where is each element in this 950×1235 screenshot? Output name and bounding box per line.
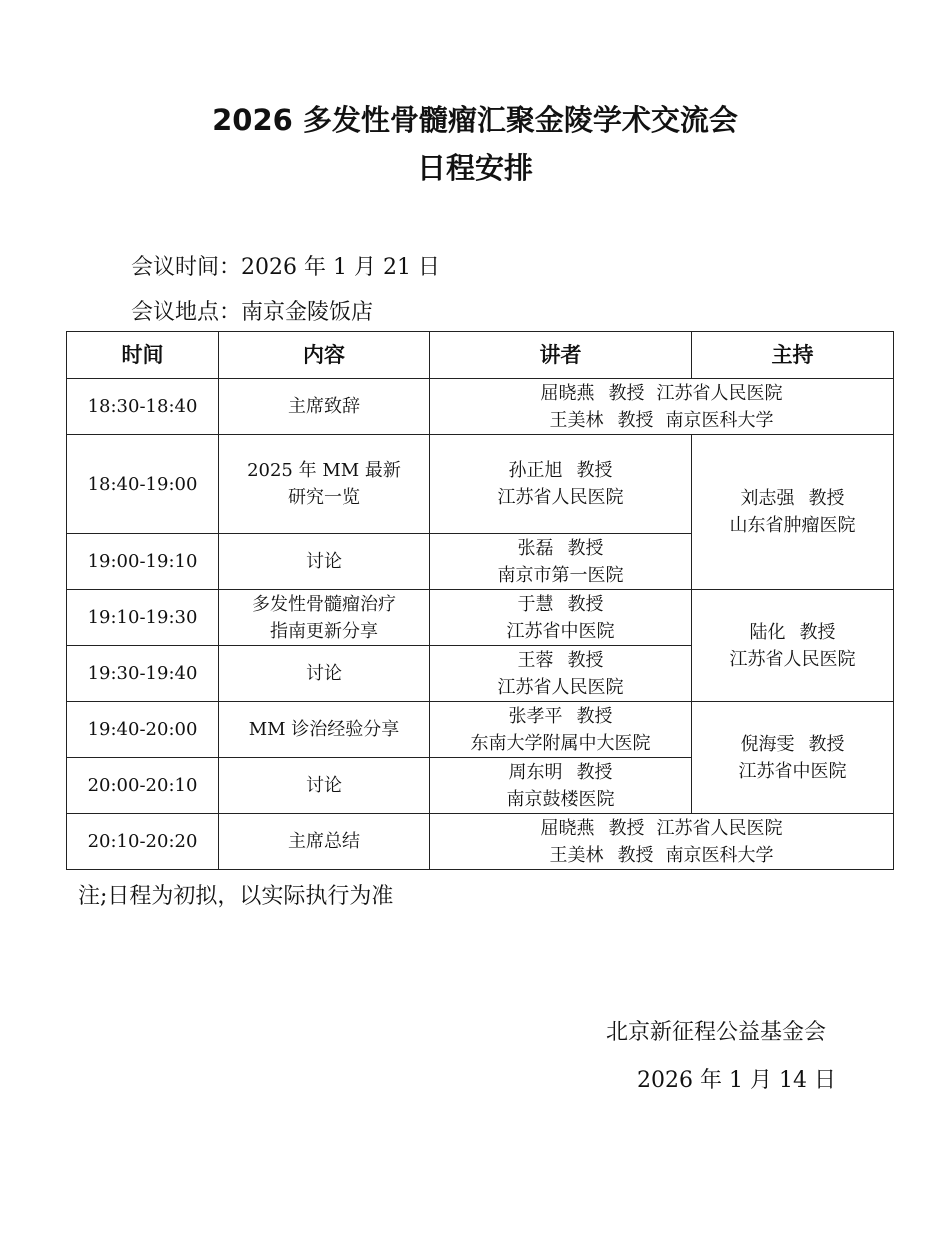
content-cell <box>219 702 430 758</box>
speaker-cell <box>430 379 894 435</box>
content-cell <box>219 814 430 870</box>
speaker-line: 王美林 教授 南京医科大学 <box>549 844 774 866</box>
speaker-org: 南京鼓楼医院 <box>506 788 615 810</box>
speaker-cell <box>430 646 692 702</box>
host-org: 江苏省人民医院 <box>729 648 856 670</box>
header-speaker: 讲者 <box>430 332 692 379</box>
time-cell: 18:40-19:00 <box>67 435 219 534</box>
document-subtitle: 日程安排 <box>416 151 533 185</box>
time-cell: 20:00-20:10 <box>67 758 219 814</box>
table-row <box>67 379 894 435</box>
speaker-line: 王美林 教授 南京医科大学 <box>549 409 774 431</box>
content-line: 主席总结 <box>288 831 360 852</box>
speaker-org: 江苏省人民医院 <box>497 487 624 508</box>
time-cell: 19:30-19:40 <box>67 646 219 702</box>
table-header-row <box>67 332 894 379</box>
content-cell <box>219 534 430 590</box>
content-line: 多发性骨髓瘤治疗 <box>252 593 396 615</box>
time-cell: 20:10-20:20 <box>67 814 219 870</box>
content-cell <box>219 758 430 814</box>
meeting-time: 会议时间：2026 年 1 月 21 日 <box>131 255 440 280</box>
schedule-note: 注;日程为初拟，以实际执行为准 <box>78 884 394 909</box>
content-cell <box>219 435 430 534</box>
speaker-org: 东南大学附属中大医院 <box>470 732 651 754</box>
content-line: 2025 年 MM 最新 <box>247 460 401 481</box>
host-org: 江苏省中医院 <box>738 760 847 782</box>
time-cell: 19:40-20:00 <box>67 702 219 758</box>
content-cell <box>219 646 430 702</box>
speaker-cell <box>430 590 692 646</box>
speaker-line: 王蓉 教授 <box>517 649 604 671</box>
host-cell <box>692 590 894 702</box>
content-line: 研究一览 <box>288 487 360 508</box>
speaker-line: 于慧 教授 <box>517 593 604 615</box>
host-org: 山东省肿瘤医院 <box>729 515 856 536</box>
speaker-line: 屈晓燕 教授 江苏省人民医院 <box>540 382 783 404</box>
issue-date: 2026 年 1 月 14 日 <box>637 1068 836 1093</box>
header-host: 主持 <box>692 332 894 379</box>
table-row <box>67 435 894 534</box>
speaker-line: 周东明 教授 <box>508 761 613 783</box>
speaker-org: 江苏省人民医院 <box>497 676 624 698</box>
content-cell <box>219 379 430 435</box>
table-row <box>67 590 894 646</box>
content-line: 讨论 <box>306 551 342 572</box>
document-title: 2026 多发性骨髓瘤汇聚金陵学术交流会 <box>212 103 738 137</box>
speaker-cell <box>430 758 692 814</box>
time-cell: 19:00-19:10 <box>67 534 219 590</box>
content-line: 主席致辞 <box>288 396 360 417</box>
speaker-line: 屈晓燕 教授 江苏省人民医院 <box>540 817 783 839</box>
host-cell <box>692 435 894 590</box>
speaker-line: 张孝平 教授 <box>508 705 613 727</box>
content-line: 指南更新分享 <box>270 620 378 642</box>
speaker-cell <box>430 814 894 870</box>
content-line: MM 诊治经验分享 <box>248 719 400 740</box>
schedule-table <box>66 331 894 870</box>
speaker-cell <box>430 702 692 758</box>
table-row <box>67 702 894 758</box>
speaker-cell <box>430 435 692 534</box>
content-line: 讨论 <box>306 663 342 684</box>
host-cell <box>692 702 894 814</box>
speaker-org: 南京市第一医院 <box>497 564 624 586</box>
time-cell: 18:30-18:40 <box>67 379 219 435</box>
time-cell: 19:10-19:30 <box>67 590 219 646</box>
speaker-org: 江苏省中医院 <box>506 620 615 642</box>
speaker-line: 张磊 教授 <box>517 537 604 559</box>
content-cell <box>219 590 430 646</box>
speaker-cell <box>430 534 692 590</box>
host-line: 刘志强 教授 <box>740 488 845 509</box>
host-line: 陆化 教授 <box>749 621 836 643</box>
host-line: 倪海雯 教授 <box>740 733 845 755</box>
speaker-line: 孙正旭 教授 <box>508 460 613 481</box>
header-content: 内容 <box>219 332 430 379</box>
header-time: 时间 <box>67 332 219 379</box>
issuer-organization: 北京新征程公益基金会 <box>606 1020 827 1045</box>
meeting-place: 会议地点：南京金陵饭店 <box>131 300 374 325</box>
content-line: 讨论 <box>306 775 342 796</box>
table-row <box>67 814 894 870</box>
